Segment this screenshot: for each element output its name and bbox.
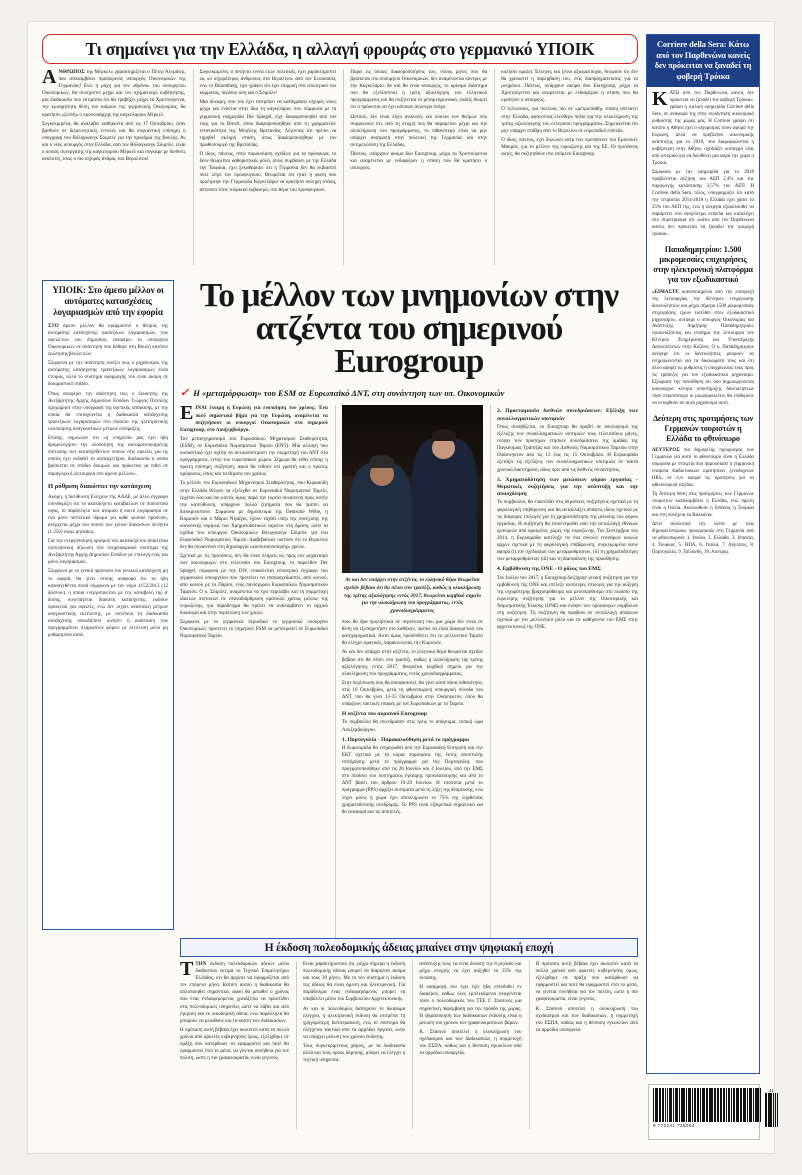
top-story-columns xyxy=(42,66,638,265)
main-feature xyxy=(180,277,639,930)
top-story-c4-p2: Ο τελευταίος, για πολλούς πιο σε «μετριοπαθή» στάση απέναντι στην Ελλάδα, αφήνοντας ελεύθερο πεδίο για την ολοκλήρωση της τρίτης αξιολόγησης του ελληνικού προγράμματος. Σημειώνεται ότι μην υπάρχει στάθμη από το Βερολίνο σε ευρωπαϊκό επίπεδο. xyxy=(501,107,638,134)
bottom-story-column-2 xyxy=(296,961,405,1129)
main-feature-c1-p1: Τον μετασχηματισμό του Ευρωπαϊκού Μηχανισμού Σταθερότητας (ESM), σε Ευρωπαϊκό Νομισματικό Ταμείο (ΕΝΤ). Μία αλλαγή που ουσιαστικά έχει σχέση να αντικατοπτρίσει την συμμετοχή του ΔΝΤ στα προγράμματα, εντός του ευρωπαϊκού χώρου. Σήμερα θα τεθεί επίσης η πρώτη επίσημη συζήτηση, αφού θα τεθούν επί γραπτή και ο πρώτος ομόφωνος, όπως και τα θέματα του χρέους. xyxy=(180,436,328,478)
top-story-column-4 xyxy=(494,69,638,265)
main-feature-column-1 xyxy=(180,402,328,945)
left-sidebar-sub-headline: Η ρύθμιση διακόπτει την κατάσχεση xyxy=(48,482,152,490)
right-sidebar-item3-lead: ΔΕΥΤΕΡΟΣ xyxy=(652,448,680,454)
left-sidebar-p3: Όπως αναφέρει την απάντηση του, ο διοικητής της Ανεξάρτητης Αρχής Δημοσίων Εσόδων Γιώργος Πιτσιλής προχώρησε στην υπογραφή της σχετικής απόφασης, με την οποία θα επιταχύνεται η διαδικασία κατάσχεσης τραπεζικών λογαριασμών στο πλαίσιο της ηλεκτρονικής υλοποίησης αναγκαστικών μέτρων είσπραξης. xyxy=(48,391,168,432)
main-feature-c2-p2: Αν και δεν υπάρχει στην ατζέντα, το ελληνικό θέμα θεωρείται σχεδόν βέβαιο ότι θα πέσει στο τραπέζι, καθώς η ολοκλήρωση της τρίτης αξιολόγησης εντός 2017, θεωρείται κομβικό σημείο για την ολοκλήρωση του προγράμματος, εντός χρονοδιαγράμματος. xyxy=(341,650,483,677)
bottom-story-c1-p2: Η πρόταση αυτή βέβαια έχει ακουστεί κατά τα πολλά χρόνια από αρκετές κυβερνήσεις όμως, εξελίχθηκε σε πράξη που κατόρθωσε να εφαρμοστεί και ποτέ θα εφαρμοστεί έτσι το μέσα, να γίνεται συνήθεια για τον πολίτη, ώστε η πιο γραφειοκρατία, είναι γεγονός. xyxy=(180,1027,289,1062)
left-sidebar-sub-p2: Για την ενεργοποίηση ορισμού του ακατάσχετου απαιτείται ηλεκτρονική δήλωση στο πληροφοριακό σύστημα της Ανεξάρτητης Αρχής Δημοσίων Εσόδων με επιλογή ενός και μόνο λογαριασμού. xyxy=(48,539,168,566)
right-sidebar-item3-p3: Δείτε αναλυτικά την λίστα με τους δημοφιλέστερους προορισμούς στη Γερμανία από τα φθινοπωρινά: 1. Ιταλία, 2. Ελλάδα, 3. Ισπανία, 4. Τουρκία, 5. ΗΠΑ, 6. Ιταλία, 7. Αίγυπτος, 8. Πορτογαλία, 9. Ταϊλάνδη, 10. Αυστρία. xyxy=(652,521,754,555)
bottom-story-c3-p3: Κ. Στασινό αποτελεί η ολοκλήρωση του σχεδιασμού και των διαδικασιών, η συμμετοχή του ΕΣΠΑ, καθώς και η θέσπιση εγκυκλίων από τα αρμόδια υπουργεία. xyxy=(419,1029,522,1057)
newspaper-page xyxy=(28,22,774,1153)
bottom-story-columns xyxy=(180,958,638,1129)
bottom-story-c4-p1: Η πρόταση αυτή βέβαια έχει ακουστεί κατά τα πολλά χρόνια από αρκετές κυβερνήσεις όμως, εξελίχθηκε σε πράξη που κατόρθωσε να εφαρμοστεί και ποτέ θα εφαρμοστεί έτσι το μέσα, να γίνεται συνήθεια για τον πολίτη, ώστε η πιο γραφειοκρατία, είναι γεγονός. xyxy=(535,962,638,1003)
main-feature-c3-p1: Όπως συνηθίζεται, το Eurogroup θα προβεί σε απολογισμό της εξέλιξης των συναλλαγματικών ισοτιμιών τους τελευταίους μήνες, ενόψει των προσεχών ετήσιων συνεδριάσεων της ομάδας της Παγκόσμιας Τράπεζας και του Διεθνούς Νομισματικού Ταμείου στην Ουάσινγκτον από τις 13 έως τις 15 Οκτωβρίου. Η Ευρωομάδα εξετάζει τις εξελίξεις των συναλλαγματικών ισοτιμιών σε τακτά χρονικά διαστήματα, ιδίως πριν από τις διεθνείς συναντήσεις. xyxy=(496,425,639,473)
main-feature-c2-subhead: Η ατζέντα του αυριανού Eurogroup xyxy=(341,711,427,718)
main-feature-c2-p1: ποιο θα δρα προληπτικά σε περίπτωση που μια χώρα δεν είναι σε θέση να εξυπηρετήσει στο καθήκον, πρέπει να είναι διαφορετικό του κατηγορηματικά. Αυτό όμως προϋποθέτει ότι το μελλοντικό Ταμείο θα ελέγχει κρατικές, παρακινώντας την Κομισιόν. xyxy=(341,620,483,647)
main-feature-c2-sub-p2: Η Ευρωομάδα θα ενημερωθεί από την Ευρωπαϊκή Επιτροπή και την ΕΚΤ σχετικά με τα κύρια πορίσματα της έκτης αποστολής επιτήρησης μετά το πρόγραμμα για την Πορτογαλία, που πραγματοποιήθηκε από τις 26 Ιουνίου και 4 Ιουλίου, από την ΕΜΣ στο πλαίσιο του συστήματος έγκαιρης προειδοποίησης και από το ΔΝΤ βάσει του άρθρου 19-29 Ιουνίου. Η εποπτεία μετά το πρόγραμμα (PPS) αρχίζει αυτόματα μετά τη λήξη της δέσμευσης, ενώ λήγει μόλις η χώρα έχει αποπληρώσει το 75% της ληφθείσας χρηματοδοτικής συνδρομής. Το PPS είναι εξαιρετικά σημαντικό και θα αναφορά και τις αποτελές. xyxy=(341,745,483,815)
left-sidebar-p2: Σύμφωνα με την απάντηση τονίζει πως ο μηχανισμός της αυτόματης κατάσχεσης τραπεζικών λογαριασμών είναι έτοιμος, αλλά το σύστημα εφαρμογής του είναι ακόμη σε δοκιμαστικό στάδιο. xyxy=(48,361,168,388)
main-feature-subhead: Η «μεταμόρφωση» του ESM σε Ευρωπαϊκό ΔΝΤ, στη συνάντηση των υπ. Οικονομικών xyxy=(193,387,505,398)
right-sidebar-item2-lead: «ΕΙΜΑΣΤΕ xyxy=(652,289,679,295)
main-feature-subhead-row xyxy=(180,386,638,399)
bottom-story-column-1 xyxy=(180,958,290,1129)
top-story-column-2 xyxy=(193,69,337,265)
main-feature-c2-item1-head: 1. Πορτογαλία - Παρακολούθηση μετά το πρόγραμμα xyxy=(341,736,469,743)
left-sidebar-p4: Επίσης, σημειώνει ότι «η υπηρεσία μας έχει ήδη δρομολογήσει την υλοποίηση της αυτοματοποιημένης πίστωσης των κατασχεθέντων ποσών στις οφειλές για τις οποίες έχει εκδοθεί το κατασχετήριο, διαδικασία η οποία βρίσκεται σε στάδιο δοκιμών και πρόκειται να τεθεί σε παραγωγική λειτουργία στο άμεσο μέλλον». xyxy=(48,436,168,477)
right-sidebar-item2-p1: ικανοποιημένοι από την εισαγωγή της λειτουργίας την Κέντρων ενημέρωσης δανειοληπτών και μέχρι σήμερα 1500 μικρομεσαίες επιχειρήσεις έχουν εισέλθει στον εξωδικαστικό μηχανισμό», ανέφερε ο υπουργός Οικονομίας και Ανάπτυξης Δημήτρης Παπαδημητρίου, εγκαινιάζοντας και επίσημα την λειτουργία του Κέντρου Ενημέρωσης και Υποστήριξης Δανειοληπτών στην Κοζάνη. Ο κ. Παπαδημητρίου ανέφερε ότι οι δανειολήπτες μπορούν να ενημερώνονται για τα δικαιώματά τους και ότι άλλο αφορά τις ρυθμίσεις ή υποχρεώσεις τους προς τις τράπεζες για τον εξωδικαστικό μηχανισμό. Εξέφρασε την πεποίθηση ότι όσο δημιουργούνται καινούργια κέντρα υποστήριξης δανειοληπτών τόσο περισσότερο οι μικροοφειλέτες θα επιθυμούν να ενταχθούν σε αυτό μηχανισμό αυτό. xyxy=(652,289,754,406)
top-story-c4-p1: κυλήσει ομαλά, Έλληνες και ξένοι αξιωματούχοι, θεωρούν ότι δεν θα χρειαστεί η παρέμβαση του, στις διαπραγματεύσεις για το μνημόνιο. Πάντως, υπάρχουν ακόμα δύο Eurogroup, μέχρι τα Χριστούγεννα και αναμένεται με ενδιαφέρον η στάση που θα κρατήσει ο υπουργός. xyxy=(501,70,638,104)
top-story-column-3 xyxy=(343,69,487,265)
right-sidebar-item3-body xyxy=(652,447,754,556)
main-feature-headline-line1: Το μέλλον των μνημονίων στην xyxy=(199,277,619,314)
top-story-c2-p2: Μια δύναμη, που του έχει επιτρέψει να καταγράψει ισχυρές νίκες μέχρι και ενάντια στην ίδια τη καγκελάριο, που σύμφωνα με τη γερμανική εφημερίδα Der Spiegel, είχε διαφοροποιηθεί από τον τους για το Brexit, όπου διαφοροποιήθηκε από τη γραμματεία-εντατικότητα της Μεγάλης Βρετανίας. Λέγοντας ότι πρέπει να τηρηθεί σκληρή στάση, όπως διαφοροποιήθηκε με τον πρωθυπουργό της Βρετανίας. xyxy=(199,100,337,148)
photo-hair-left xyxy=(369,455,394,468)
top-story-dropcap: Α xyxy=(42,66,57,88)
bottom-story-column-3 xyxy=(412,961,521,1129)
photo-eurogroup-ministers xyxy=(342,405,483,573)
top-story-headline-box xyxy=(42,34,638,64)
left-sidebar-sub-p1: Ακόμη, η διεύθυνση Ελέγχων της ΑΑΔΕ, με άλλο έγγραφο υπενθυμίζει ότι το ακατάσχετο κατάβαλλαν σε ποσοστικό ύψος, το παράλληλο των ατομικό ή κοινό λογαριασμό σε ένα μόνο πιστωτικό ίδρυμα για κάθε φυσικό πρόσωπο, ανέρχεται μέχρι του ποσού των χιλίων διακοσίων πενήντα (1.250) ευρώ μηνιαίως. xyxy=(48,494,168,535)
main-feature-c3-item2-head: 2. Προετοιμασία διεθνών συνεδριάσεων: Εξέλιξη των συναλλαγματικών ισοτιμιών xyxy=(496,408,639,422)
bottom-story-headline: Η έκδοση πολεοδομικής άδειας μπαίνει στην ψηφιακή εποχή xyxy=(264,941,554,954)
photo-caption: Αν και δεν υπάρχει στην ατζέντα, το ελληνικό θέμα θεωρείται σχεδόν βέβαιο ότι θα πέσει στο τραπέζι, καθώς η ολοκλήρωση της τρίτης αξιολόγησης εντός 2017, θεωρείται κομβικό σημείο για την ολοκλήρωση του προγράμματος, εντός χρονοδιαγράμματος xyxy=(343,577,481,614)
bottom-story-c2-p2: Αν και οι πολεοδομίες διατηρούν το δικαίωμα ελέγχου, η ηλεκτρονική έκδοση θα επιτρέπει τη γρηγορότερη διεκπεραίωση, ενώ το σύστημα θα ελέγχεται τακτικά από τα αρμόδια όργανα, ώστε να υπάρχει μείωση του χρόνου έκδοσης. xyxy=(303,1006,406,1040)
right-sidebar xyxy=(646,34,760,1074)
main-feature-c1-p2: Το μέλλον του Ευρωπαϊκού Μηχανισμού Σταθερότητας, που Κυριακίδη στην Ελλάδα θέλουν να εξελιχθεί σε Ευρωπαϊκό Νομισματικό Ταμείο, έρχεται όλα και πιο κοντά, όμως παρά την ευρεία συναίνεση προς αυτήν την κατεύθυνση, υπάρχουν πολλά ζητήματα που θα πρέπει να διευκρινιστούν. Σύμφωνα με δημοσίευμα της Deutsche Welle, η Κομισιόν και ο Μάριο Ντράγκι, έχουν ταχθεί υπέρ της συνέχισης της κοινοτικής νομίμως των Χρηματοδοτικών ταμείων στη Δράση, ώστε τα σχέδια του υπουργού Οικονομικών Βόλφγκανγκ Σόιμπλε για ένα Ευρωπαϊκό Νομισματικό Ταμείο. Διαβεβαίωσε ωστόσο ότι το Βερολίνο δεν θα συναινέσει στη δημιουργία «κοινοτικοποίησης» χρεών. xyxy=(180,481,328,551)
left-sidebar-sub-p3: Σύμφωνα με το γενικό πρόσωπο του γενικού κατάσχεση μη το αφορά, θα γίνει επίσης αναφορά ότι τα ήδη κατασχεθέντα ποσά σύμφωνα με τον νόμο 4152/2013 (12 δόσεων), η οποία ενεργοποιείται με την καταβολή της α' δόσης, συνεπάγεται διακοπή κατάσχεσης, εφόσον πρόκειται για οφειλές, ενώ δεν ισχύει ανασταλή μέτρων αναγκαστικής εκτέλεσης, με συνέπεια τη διαδικασία κατάσχεσης οπουδήποτε κινήσει η ανάσταση των προγραμμάτων πληρωτέων φόρων με εκτέλεση μόνο μη ρυθμισμένα κατά. xyxy=(48,569,168,639)
top-story-c3-p3: Πάντως, υπάρχουν ακόμα δύο Eurogroup, μέχρι τα Χριστούγεννα και αναμένεται με ενδιαφέρον η στάση που θα κρατήσει ο υπουργός. xyxy=(350,152,488,172)
bottom-story-c1-p1: έκδοση πολεοδομικών αδειών μέσω διαδικτύου εκτιμά το Τεχνικό Επιμελητήριο Ελλάδας, ότι θα αρχίσει να εφαρμόζεται από τον επόμενο μήνα. Κατόπι αυτού η διαδικασία θα απλοποιηθεί σημαντικά, αφού θα μειωθεί ο χρόνος που ένας ενδιαφερόμενος χρειάζεται να προσέλθει στις πολεοδομικές υπηρεσίες ώστε να λάβει και από έγκριση και το οικοδομική άδεια, ενώ παράλληλα θα μπορούν να μειωθούν και τα κόστη των διαδικασιών. xyxy=(180,962,290,1024)
top-story-headline: Τι σημαίνει για την Ελλάδα, η αλλαγή φρουράς στο γερμανικό ΥΠΟΙΚ xyxy=(85,38,595,59)
main-feature-c2-sub-p1: Το συμβούλιο θα συνεδριάσει στις τρεις το απόγευμα, τοπική ώρα Λουξεμβούργου. xyxy=(341,720,483,733)
barcode-block xyxy=(648,1084,774,1140)
bottom-story-c3-p1: ανάπτυξης τους να είναι δυνατή την 8 μηνιαίο και μέχρι στιγμής να έχει αυξηθεί το 35% της έκτασης. xyxy=(419,962,522,982)
right-sidebar-item3-headline: Δεύτερη στις προτιμήσεις των Γερμανών τουριστών η Ελλάδα το φθινόπωρο xyxy=(653,413,753,443)
main-feature-column-2 xyxy=(335,405,483,945)
right-sidebar-item1-p1: ΑΤΩ από τον Παρθενώνα κανείς δεν πρόκειται να ξαναδεί την φοβερή Τρόικα», γράφει η ιταλική εφημερίδα Corriere della Sera, σε αναφορά της στην συνάντηση οικονομικά ρυθμιστής της χώρας μας. Η Corriere γράφει ότι κατόπι η Αθήνα έχει ο ισχυρισμός όσον αφορά την Ευρώπη, αλλά να προβλέψει οικονομικής ανάπτυξης για το 2018, που διαμορφώνεται η κυβέρνηση στην Αθήνα, σχεδιάζει κοίταγμα νέας από ιστορικό για να διευθύνει μια φορά την χώρα η Τρόικα. xyxy=(652,91,754,166)
bottom-story-c2-p3: Τους συγκεκριμένους χάρτες, με τα διαδικασία αλλά και τους όρους δόμησης, μπορεί να ελέγχει η τεχνική υπηρεσία. xyxy=(303,1044,406,1064)
right-sidebar-item3-p1: πιο δημοφιλής προορισμός των Γερμανών για αυτό το φθινόπωρο είναι η Ελλάδα σύμφωνα με στοιχεία που παρουσίασε η γερμανική εταιρεία διαδικτυακών κρατήσεων ξενοδοχείων HRS, σε ό,τι αφορά τις κρατήσεις για τα φθινοπωρινά ταξίδια. xyxy=(652,448,754,489)
main-feature-headline-line2: ατζέντα του σημερινού Eurogroup xyxy=(255,309,563,380)
bottom-story-dropcap: Τ xyxy=(180,958,194,980)
bottom-story-lead: ΤΗΝ xyxy=(195,962,207,967)
left-sidebar-p1: άμεσο μέλλον θα εφαρμοστεί ο θεσμός της αυτόματης κατάσχεσης τραπεζικών λογαριασμών, των οφειλετών του δημοσίου, αναφέρει το υπουργείο Οικονομικών σε απάντηση που δόθηκε στη Βουλή κατόπιν ερώτησης βουλευτών. xyxy=(48,323,168,358)
left-sidebar-body xyxy=(48,323,168,640)
main-feature-c3-item3-head: 3. Χρηματοδότηση των μειώσεων φόρου εργασίας - Θεματικές συζητήσεις για την ανάπτυξη και την απασχόληση xyxy=(496,476,639,498)
top-story-p2: Συγκεκριμένα, θα αναλάβει καθήκοντα από τις 17 Οκτωβρίου, όταν βρεθούν σε διερευνητικές εντολές και θα συγκαντική επίσημη η υπογραφή του Βόλφγκανγκ Σόιμπλε για την προεδρία της Βουλής. Αν και ο νέος υπουργός στην Ελλάδα, από τον Βόλφγκανγκ Σόιμπλε, είναι ο οποίος συνεργάτης της καγκελαρίου Μέρκελ και σύγκαμε με διεθνείς αναλυτές, ίσως ο πιο ισχυρός άνδρας του Βερολίνου! xyxy=(42,121,186,163)
top-story-c2-p3: Ο ίδιος, πάντως, στην παρουσίαση σχεδίων για τα πρόσφυγα, το δέον θεωρείται καθοριστικός ρόλο, όπως συμβαίνει με την Ελλάδα την Τουρκία, έχει ξεκαθαρίσει ότι η Γερμανία δεν θα εκβιαστεί ποτέ λέγει τον προσφυγικού. Θεωρείται ότι ήταν η φωνή που προέτρεψε την Γερμανίδα Καγκελάριο να κρατήσει σκληρή στάση, απέναντι στον τουρκικό εκβιασμό, στο θέμα του προσφυγικού. xyxy=(199,152,337,193)
main-feature-c2-p3: Στην περίπτωση που θα αποφασιστεί, θα γίνει κατά πάσα πιθανότητα, στις 16 Οκτωβρίου, μετά τη φθινοπωρινή υπουργική σύνοδο του ΔΝΤ, που θα γίνει 13-15 Οκτωβρίου στην Ουάσιγκτον, όπου θα υπάρξουν τακτικές επαφές με τον Ευρωπαϊκών με το Ταμείο. xyxy=(341,680,483,708)
main-feature-c3-item4-head: 4. Εμβάθυνση της ΟΝΕ - Ο ρόλος του ΕΜΣ xyxy=(496,566,601,573)
top-story-lead: ΝΘΡΩΠΟΣ xyxy=(58,70,85,75)
barcode-bars-addon xyxy=(765,1093,777,1127)
right-sidebar-item1-headline: Corriere della Sera: Κάτω από τον Παρθενώνα κανείς δεν πρόκειται να ξαναδεί τη φοβερή Τρόικα xyxy=(647,35,759,87)
photo-hair-right xyxy=(432,429,456,441)
top-story-c3-p1: Παρά τις όποιες διαφοροποιήσεις του, στους μήνες που θα βρίσκεται στο υπουργείο Οικονομικών, δεν αναμένονται κόντρες με την Καγκελάριο. Αν και θα είναι υπουργός, το κρίσιμο διάστημα που θα εξελίσσεται η τρίτη αξιολόγηση του ελληνικού προγράμματος και θα συζητείται το μεταμνημονιακό, ουδείς θεωρεί ότι ο πρόκειται να έχει κάποιον απώτερο στόχο. xyxy=(350,70,488,111)
top-story-p1: της Μέρκελ» χαρακτηρίζεται ο Πέτερ Αλτμάιερ, που αναλαμβάνει προσωρινός υπουργός Οικονομικών της Γερμανίας! Ενώ η μάχη για τον «θρόνο» του υπουργείου Οικονομικών, θα συνεχιστεί μέχρι και τον σχηματισμό κυβέρνησης, μία διαδικασία που εκτιμάται ότι θα τραβήξει μέχρι τα Χριστούγεννα, την κρισιμότητα θέση του καίριου της γερμανικής Οικονομίας, θα κρατήσει «ζεστή» ο προσωπάρχης της καγκελαρίου Μέρκελ. xyxy=(42,70,186,118)
top-story-c2-p1: Συγκεκριμένα, ο πενήντα εννέα ετών πολιτικός, έχει χαρακτηριστεί ως «ο ισχυρότερος άνθρωπος στο Βερολίνο» από τον Economist, ενώ το Bloomberg, έχει γράψει ότι έχει επιρροή στο εσωτερικό του κόμματος, περίπου όση και ο Σόιμπλε! xyxy=(199,70,337,97)
right-sidebar-item1-dropcap: Κ xyxy=(652,88,668,111)
page-number-block xyxy=(765,1088,777,1127)
bottom-story-c2-p1: Είναι χαρακτηριστικό ότι, μέχρι σήμερα η έκδοση πολεοδομικής άδειας μπορεί να διαρκέσει ακόμα και τους 30 μήνες. Με το νέο σύστημα η έκδοση της άδειας θα είναι άμεση και ηλεκτρονική. Για παράδειγμα ένας ενδιαφερόμενος μπορεί να υποβάλλει μέσω του Συμβουλίου Αρχιτεκτονικής. xyxy=(303,962,406,1003)
left-sidebar xyxy=(42,280,174,930)
barcode-bars xyxy=(653,1088,761,1122)
right-sidebar-item3-p2: Τη δεύτερη θέση στις προτιμήσεις των Γερμανών τουριστών καταλαμβάνει η Ελλάδα, ενώ πρώτη είναι η Ιταλία. Ακολουθούν η Ισπανία, η Τουρκία και στη συνέχεια τα Βαλκάνια. xyxy=(652,492,754,519)
bottom-story-column-4 xyxy=(529,961,638,1129)
bottom-story-headline-box xyxy=(180,938,638,957)
right-sidebar-content xyxy=(647,87,759,562)
photo-figure-right xyxy=(412,439,477,573)
main-feature-dropcap: Ε xyxy=(180,402,194,425)
main-feature-lead: ΙΝΑΙ έτοιμη η Ευρώπη για ενοποίηση του χρέους; Ένα πολύ σημαντικό βήμα για την Ευρώπη, αναμένεται να συζητήσουν οι υπουργοί Οικονομικών στο σημερινό Eurogroup, στο Λουξεμβούργο. xyxy=(180,406,328,433)
right-sidebar-item1-body xyxy=(652,88,754,239)
right-sidebar-item2-headline: Παπαδημητρίου: 1.500 μικρομεσαίες επιχειρήσεις στην ηλεκτρονική πλατφόρμα για τον εξωδικαστικό xyxy=(653,245,753,284)
main-feature-c3-p3: Τον Ιούλιο του 2017, η Eurogroup διεξήγαγε γενική συζήτηση για την εμβάθυνση της ΟΝΕ και επέλεξε αυτότερες επιλογές για την αύξηση της ισχυρότερης βραχυπρόθεσμα και μεσοπρόθεσμα στο πλαίσιο της ευρύτερης συζήτησης για το μέλλον της Οικονομικής και Νομισματικής Ένωσης (ΟΝΕ) και ενόψει των προσφυγών συμβολών στη συζήτηση. Τη συζήτηση θα προβούν σε ανταλλαγή απόψεων σχετικά με τον μελλοντικό ρόλο και τα καθήκοντα του ΕΜΣ στην αρχιτεκτονική της ΟΝΕ. xyxy=(496,575,639,631)
main-feature-columns xyxy=(180,402,639,945)
top-story-column-1 xyxy=(42,66,186,265)
main-feature-c3-p2: Το συμβούλιο, θα επανέλθει στις θεματικές συζητήσεις σχετικά με τη φορολογική επιβάρυνση και θα ανταλλάξει απόψεις ιδίως σχετικά με τις διάφορες επιλογές για τη χρηματοδότηση της μείωσης του φόρου εργασίας. Η συζήτηση θα επικεντρωθεί από την ανταλλαγή εθνικών εμπειριών από ορισμένες χώρες της ευρωζώνης. Τον Σεπτέμβριο του 2014, η Ευρωομάδα κατέληξε σε ένα σύνολο τεσσάρων κοινών αρχών σχετικά με τη φορολογική επιβάρυνση, συγκεκριμένα όσον αφορά (i) τον σχεδιασμό των μεταρρυθμίσεων, (ii) τη χρηματοδότηση των μεταρρυθμίσεων (iii) και τη διασφάλιση της προώθησης. xyxy=(496,500,639,563)
main-feature-c1-p3: Σχετικά με τις προτάσεις, δεν θα είναι πλήρεις ως προς τον μηχανισμό των οικονομικών στο τελευταίο του Eurogroup, το παρελθόν Der Spiegel, σύμφωνα με την DW, επικαλείται εσωτερικό έγγραφο του γερμανικού υπουργείου που προτείνει να επανασχεδιαστεί, από κοινού, από κοινού με το Παρίσι, ενός πανίσχυρου Ευρωπαϊκού Νομισματικού Ταμείου. Ο κ. Σόιμπλε, αναμένεται να έχει περιλάβει και τη συμμετοχή ιδιωτών πιστωτών σε επαναδιάρθρωση κρατικού χρέους μέλους της ευρωζώνης, για παράδειγμα θα πρέπει να αναλαμβάνει το αρχικό δικαίωμα και στην περίπτωση των χρεών. xyxy=(180,554,328,617)
page-number: 41 xyxy=(768,1088,774,1093)
right-sidebar-item2-body xyxy=(652,289,754,408)
bottom-story-c4-p2: Κ. Στασινό αποτελεί η ολοκλήρωση του σχεδιασμού και των διαδικασιών, η συμμετοχή του ΕΣΠΑ, καθώς και η θέσπιση εγκυκλίων από τα αρμόδια υπουργεία. xyxy=(535,1006,638,1033)
bottom-story-c3-p2: Η εφαρμογή του έχει έχει ήδη επενδυθεί εν διαφέρον, καθώς όλες εμπλεκόμενοι αναμένεται τόσο ο πολεοδομικός του ΤΕΕ Γ. Στασινός μια σημαντική παρέμβαση για την πρόοδο της χώρας. Η ψηφιοποίηση των διαδικασιών έκδοσης είναι η μείωση του χρόνου των γραφειοκρατικών βαρών. xyxy=(419,985,522,1026)
top-story xyxy=(42,34,638,270)
top-story-c3-p2: Ωστόσο, δεν είναι λίγοι αναλυτές και κύκλοι των θεσμών που συμφωνούν ότι, από τη στιγμή που θα παραμείνει μέχρι και την ολοκλήρωση του προγράμματος, το πιθανότερο είναι να μην υπάρχει ανατροπή στην πολιτική της Γερμανίας και στην αντιμετώπιση της Ελλάδας. xyxy=(350,114,488,148)
left-sidebar-headline: ΥΠΟΙΚ: Στο άμεσο μέλλον οι αυτόματες κατασχέσεις λογαριασμών από την εφορία xyxy=(52,285,164,318)
barcode-number: 9 772241 725004 xyxy=(653,1123,695,1128)
right-sidebar-item1-p2: Σύμφωνα με την εφημερίδα για το 2018 προβλέπεται αύξηση του ΑΕΠ 2,4% και την παραγωγής κατάστασης 3,57% του ΑΕΠ. Η Corriere della Sera, τέλος, υπογραμμίζει ότι κατά την τετραετία 2014-2018 η Ελλάδα έχει χάσει το 25% του ΑΕΠ της, ενώ η ανεργία εξακολουθεί να παραμένει στα υψηλότερα επίπεδα και καταλήγει στο συμπέρασμα ότι «κάτω από τον Παρθενώνα κανείς δεν πρόκειται να ξαναδεί την τρομερή τρόικα». xyxy=(652,169,754,238)
main-feature-c1-p4: Σύμφωνα με το γερμανικό περιοδικό το γερμανικό υπουργείο Οικονομικών προτείνει το σημερινό ESM να μετατραπεί σε Ευρωπαϊκό Νομισματικό Ταμείο. xyxy=(180,620,328,640)
bottom-story xyxy=(180,938,638,1134)
top-story-c4-p3: Ο ίδιος, πάντως, έχει δηλώσει υπέρ των προτάσεων του Εμανουέλ Μακρόν, για το μέλλον της ευρωζώνης και της ΕΕ. Οι προτάσεις αυτές, θα συζητηθούν στο επόμενο Eurogroup. xyxy=(501,137,638,158)
checkmark-icon: ✓ xyxy=(180,387,190,400)
left-sidebar-lead: ΣΤΟ xyxy=(48,323,59,329)
main-feature-column-3 xyxy=(490,405,638,945)
